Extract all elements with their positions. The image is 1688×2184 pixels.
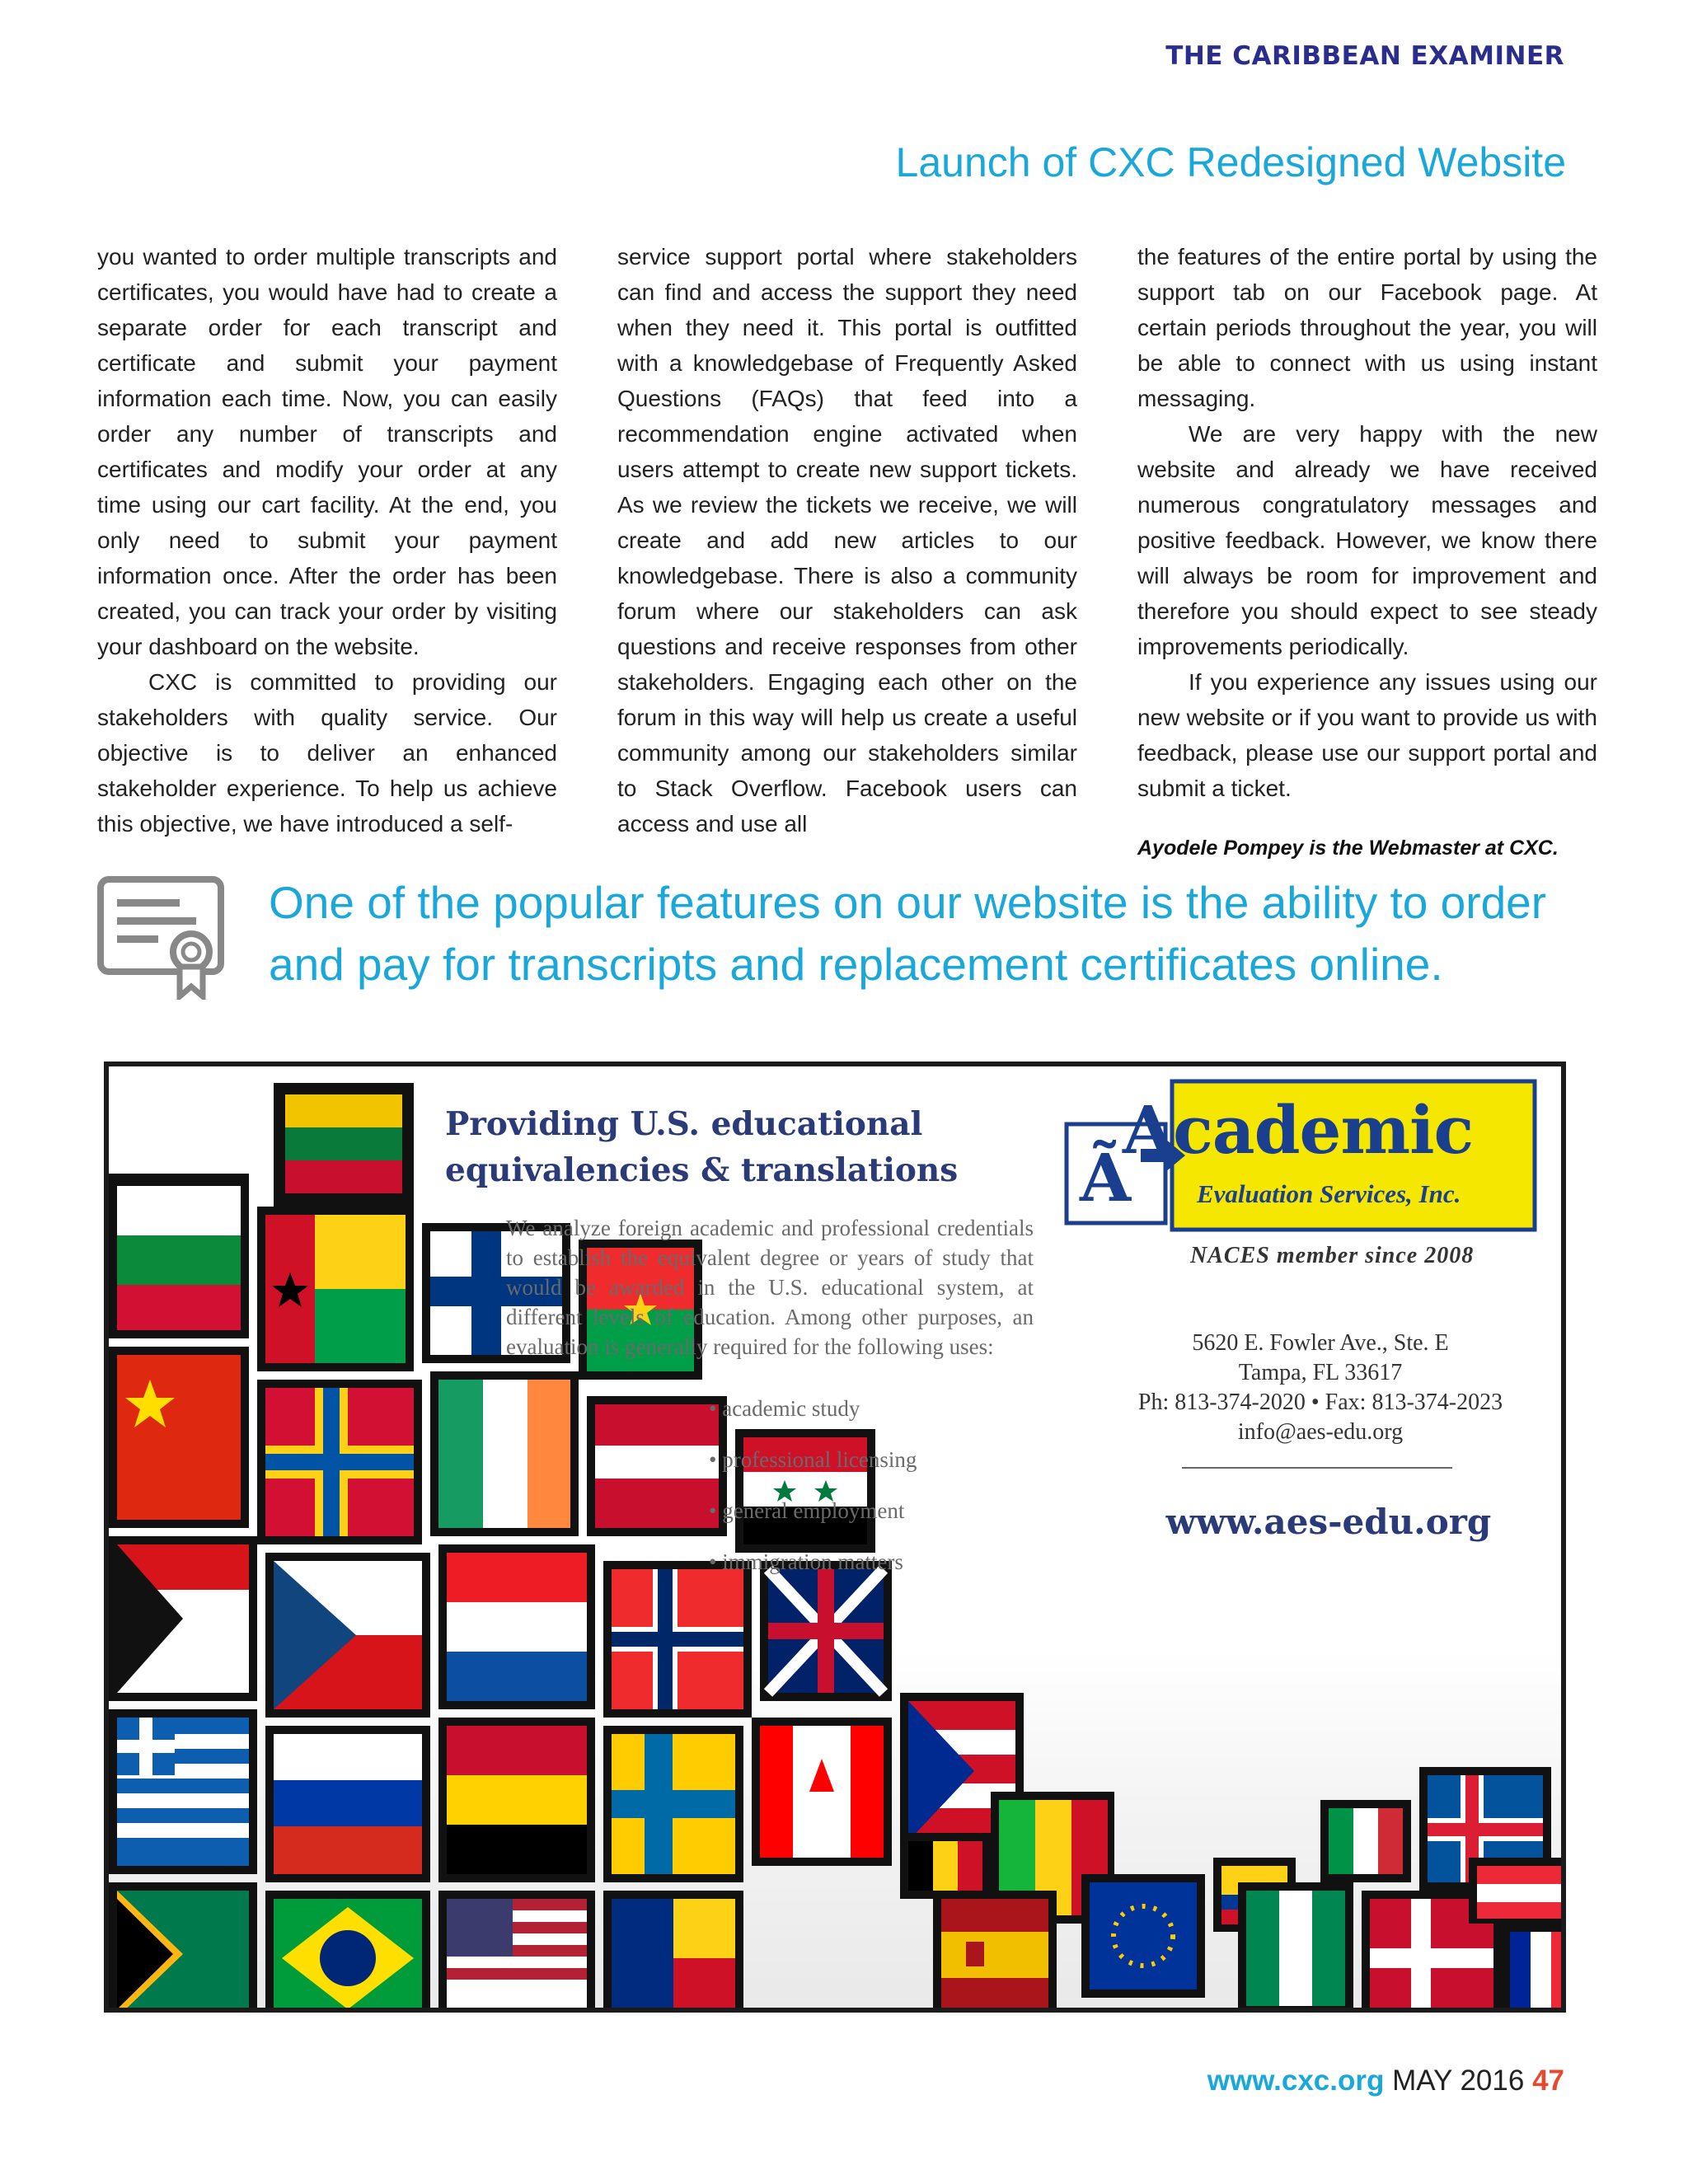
footer-website-link[interactable]: www.cxc.org [1207, 2064, 1385, 2097]
list-item: • academic study [709, 1396, 917, 1447]
ad-uses-list [709, 1396, 917, 1601]
page-footer [1207, 2064, 1564, 2097]
address-line: Tampa, FL 33617 [1238, 1360, 1403, 1385]
pull-quote: One of the popular features on our website is the ability to order and pay for transcripts and replacement certificates online. [269, 877, 1547, 990]
company-logo-subtitle: Evaluation Services, Inc. [1197, 1179, 1461, 1208]
ad-heading [445, 1101, 958, 1193]
column-2 [617, 239, 1077, 849]
column-3 [1137, 239, 1597, 860]
paragraph: We are very happy with the new website and already we have received numerous congratulatory messages and positive feedback. However, we know there will always be room for improvement and therefore you should expect to see steady improvements periodically. [1137, 421, 1597, 659]
address-line: Ph: 813-374-2020 • Fax: 813-374-2023 [1137, 1390, 1503, 1415]
paragraph: service support portal where stakeholders can find and access the support they need when they need it. This portal is outfitted with a knowledgebase of Frequently Asked Questions (FAQs) that feed into a recommendation engine activated when users attempt to create new support tickets. As we review the tickets we receive, we will create and add new articles to our knowledgebase. There is also a community forum where our stakeholders can ask questions and receive responses from other stakeholders. Engaging each other on the forum in this way will help us create a useful community among our stakeholders similar to Stack Overflow. Facebook users can access and use all [617, 244, 1077, 837]
company-address [1090, 1329, 1551, 1447]
naces-membership: NACES member since 2008 [1190, 1243, 1475, 1268]
address-line: 5620 E. Fowler Ave., Ste. E [1192, 1330, 1449, 1356]
list-item: • general employment [709, 1498, 917, 1549]
paragraph: you wanted to order multiple transcripts and certificates, you would have had to create a separate order for each transcript and certificate and submit your payment information each time. Now, you can easily order any number of transcripts and certificates and modify your order at any time using our cart facility. At the end, you only need to submit your payment information once. After the order has been created, you can track your order by visiting your dashboard on the website. [97, 244, 557, 659]
divider [1182, 1467, 1452, 1469]
page-number: 47 [1532, 2064, 1564, 2097]
ad-description: We analyze foreign academic and professional credentials to establish the equivalent degree or years of study that would be awarded in the U.S. educational system, at different levels of education. Among other purposes, an evaluation is generally required for the following uses: [506, 1216, 1034, 1359]
address-line: info@aes-edu.org [1237, 1419, 1404, 1445]
ad-heading-line: Providing U.S. educational [445, 1105, 923, 1143]
column-1 [97, 239, 557, 849]
paragraph: the features of the entire portal by using the support tab on our Facebook page. At certain periods throughout the year, you will be able to connect with us using instant messaging. [1137, 244, 1597, 411]
footer-issue-date: MAY 2016 [1392, 2064, 1525, 2097]
ad-website-link[interactable]: www.aes-edu.org [1165, 1502, 1492, 1542]
list-item: • immigration matters [709, 1549, 917, 1601]
certificate-icon [97, 876, 229, 1000]
advertisement [104, 1062, 1566, 2013]
article-body [97, 239, 1597, 860]
paragraph: CXC is committed to providing our stakeholders with quality service. Our objective is to deliver an enhanced stakeholder experience. To help us achieve this objective, we have introduced a self- [97, 669, 557, 837]
author-byline: Ayodele Pompey is the Webmaster at CXC. [1137, 837, 1559, 860]
list-item: • professional licensing [709, 1447, 917, 1498]
paragraph: If you experience any issues using our new website or if you want to provide us with feedback, please use our support portal and submit a ticket. [1137, 669, 1597, 801]
company-logo-name: Academic [1123, 1091, 1474, 1169]
article-headline: Launch of CXC Redesigned Website [895, 139, 1566, 185]
masthead: THE CARIBBEAN EXAMINER [1165, 41, 1564, 71]
ad-heading-line: equivalencies & translations [445, 1151, 959, 1189]
company-logo-mark: Ã [1080, 1139, 1132, 1216]
